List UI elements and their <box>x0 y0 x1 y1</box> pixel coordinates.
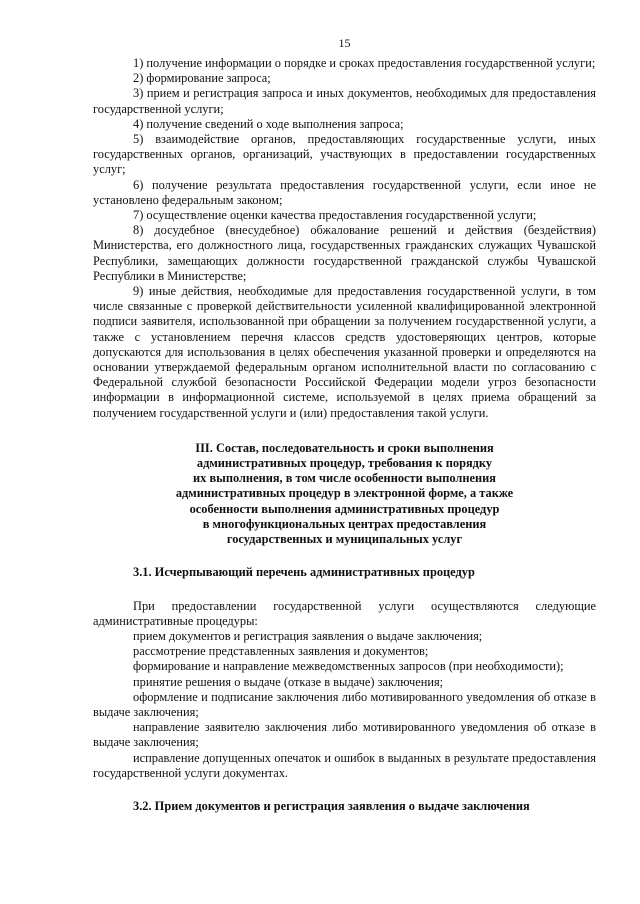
section-title-line: III. Состав, последовательность и сроки выполнения <box>195 440 494 455</box>
procedure-item: оформление и подписание заключения либо мотивированного уведомления об отказе в выдаче заключения; <box>93 689 596 719</box>
procedure-item: рассмотрение представленных заявления и документов; <box>133 644 429 659</box>
section-title-line: особенности выполнения административных процедур <box>189 501 500 516</box>
procedure-item: прием документов и регистрация заявления о выдаче заключения; <box>133 628 483 643</box>
list-item: 3) прием и регистрация запроса и иных документов, необходимых для предоставления государственной услуги; <box>93 86 596 116</box>
list-item: 9) иные действия, необходимые для предоставления государственной услуги, в том числе связанные с проверкой действительности усиленной квалифицированной электронной подписи заявителя, использованной при обращении за получением государственной услуги, а также с установлением перечня классов средств удостоверяющих центров, которые допускаются для использования в целях обеспечения указанной проверки и определяются на основании утверждаемой федеральным органом исполнительной власти по согласованию с Федеральной службой безопасности Российской Федерации модели угроз безопасности информации в информационной системе, используемой в целях приема обращений за получением государственной услуги и (или) предоставления такой услуги. <box>93 284 596 420</box>
section-title-line: государственных и муниципальных услуг <box>226 532 463 547</box>
section-title-line: административных процедур в электронной форме, а также <box>175 486 514 501</box>
section-title-line: административных процедур, требования к порядку <box>196 456 493 471</box>
services-list <box>93 56 596 421</box>
list-item: 6) получение результата предоставления государственной услуги, если иное не установлено федеральным законом; <box>93 177 596 207</box>
subsection-1-title: 3.1. Исчерпывающий перечень административных процедур <box>133 565 475 580</box>
list-item: 5) взаимодействие органов, предоставляющих государственные услуги, иных государственных органов, организаций, участвующих в предоставлении государственных услуг; <box>93 132 596 177</box>
list-item: 7) осуществление оценки качества предоставления государственной услуги; <box>133 208 537 223</box>
list-item: 8) досудебное (внесудебное) обжалование решений и действия (бездействия) Министерства, его должностного лица, государственных гражданских служащих Чувашской Республики, замещающих должности государственной гражданской службы Чувашской Республики в Министерстве; <box>93 223 596 283</box>
section-title <box>93 441 596 547</box>
procedures-list <box>93 629 596 781</box>
procedure-item: направление заявителю заключения либо мотивированного уведомления об отказе в выдаче заключения; <box>93 720 596 750</box>
procedure-item: принятие решения о выдаче (отказе в выдаче) заключения; <box>133 674 444 689</box>
list-item: 2) формирование запроса; <box>133 71 271 86</box>
list-item: 1) получение информации о порядке и сроках предоставления государственной услуги; <box>133 56 596 70</box>
section-title-line: их выполнения, в том числе особенности выполнения <box>193 471 496 486</box>
subsection-1-lead: При предоставлении государственной услуги осуществляются следующие административные процедуры: <box>93 598 596 628</box>
procedure-item: исправление допущенных опечаток и ошибок в выданных в результате предоставления государственной услуги документах. <box>93 750 596 780</box>
procedure-item: формирование и направление межведомственных запросов (при необходимости); <box>133 659 564 674</box>
section-title-line: в многофункциональных центрах предоставления <box>202 516 487 531</box>
page-number: 15 <box>338 36 351 50</box>
subsection-2-title: 3.2. Прием документов и регистрация заявления о выдаче заключения <box>133 798 530 813</box>
list-item: 4) получение сведений о ходе выполнения запроса; <box>133 116 404 131</box>
